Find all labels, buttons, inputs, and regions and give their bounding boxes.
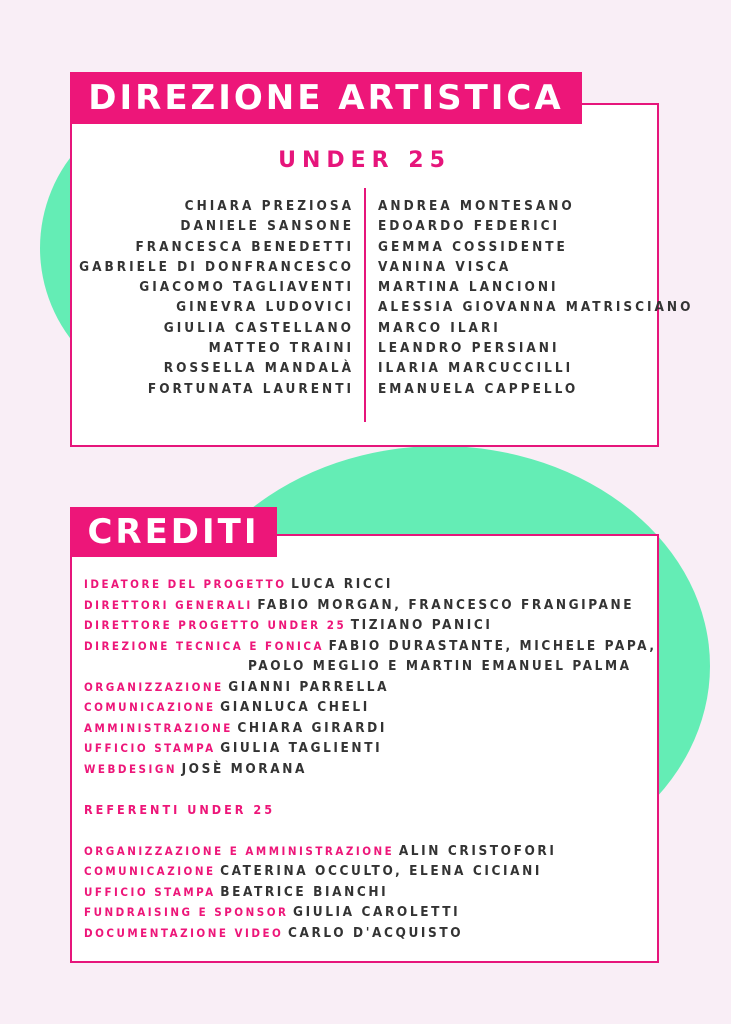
name-item: DANIELE SANSONE — [180, 218, 354, 235]
credit-names: CARLO D'ACQUISTO — [287, 924, 464, 941]
name-item: MATTEO TRAINI — [208, 340, 354, 357]
credit-line — [84, 717, 654, 738]
credit-names: GIANLUCA CHELI — [220, 699, 370, 715]
name-item: MARTINA LANCIONI — [378, 279, 559, 296]
credit-line-continuation — [84, 655, 654, 676]
artistic-direction-title: DIREZIONE ARTISTICA — [70, 72, 582, 124]
name-item: EMANUELA CAPPELLO — [378, 380, 579, 397]
credit-role: COMUNICAZIONE — [84, 700, 216, 714]
credit-line — [84, 901, 654, 922]
name-item: VANINA VISCA — [378, 258, 512, 275]
credit-line — [84, 676, 654, 697]
credit-line — [84, 594, 654, 615]
credit-line — [84, 573, 654, 594]
credit-line — [84, 635, 657, 656]
column-divider — [364, 188, 366, 422]
credit-role: UFFICIO STAMPA — [84, 741, 216, 755]
credit-role: FUNDRAISING E SPONSOR — [84, 905, 289, 919]
names-right-column — [378, 196, 693, 399]
referents-heading: REFERENTI UNDER 25 — [84, 802, 276, 817]
credit-line — [84, 696, 654, 717]
credit-line — [84, 614, 654, 635]
name-item: GIULIA CASTELLANO — [163, 319, 354, 336]
credit-role: IDEATORE DEL PROGETTO — [84, 577, 287, 591]
under25-heading: UNDER 25 — [278, 148, 451, 173]
credit-names: ALIN CRISTOFORI — [398, 842, 557, 859]
credit-role: UFFICIO STAMPA — [84, 884, 216, 899]
credit-line — [84, 840, 654, 861]
credit-role: WEBDESIGN — [84, 761, 177, 776]
credit-names: JOSÈ MORANA — [181, 760, 308, 777]
credit-names: CATERINA OCCULTO, ELENA CICIANI — [220, 863, 542, 879]
credit-line — [84, 922, 654, 943]
credit-names: GIULIA TAGLIENTI — [220, 740, 383, 756]
name-item: ANDREA MONTESANO — [378, 198, 575, 214]
name-item: ROSSELLA MANDALÀ — [163, 360, 354, 377]
name-item: CHIARA PREZIOSA — [184, 198, 354, 214]
credit-names: GIANNI PARRELLA — [228, 678, 390, 695]
credit-role: DIRETTORE PROGETTO UNDER 25 — [84, 618, 347, 632]
credit-names: FABIO MORGAN, FRANCESCO FRANGIPANE — [257, 596, 635, 613]
credit-line — [84, 881, 654, 902]
name-item: GINEVRA LUDOVICI — [176, 299, 354, 316]
credit-names: PAOLO MEGLIO E MARTIN EMANUEL PALMA — [248, 658, 632, 674]
credit-role: AMMINISTRAZIONE — [84, 720, 233, 735]
referents-heading-line — [84, 799, 654, 820]
name-item: GIACOMO TAGLIAVENTI — [139, 279, 354, 296]
name-item: GABRIELE DI DONFRANCESCO — [79, 258, 354, 275]
credit-names: CHIARA GIRARDI — [237, 719, 387, 736]
credit-role: DOCUMENTAZIONE VIDEO — [84, 925, 284, 940]
credit-role: COMUNICAZIONE — [84, 864, 216, 878]
credit-role: DIREZIONE TECNICA E FONICA — [84, 638, 325, 653]
name-item: FRANCESCA BENEDETTI — [135, 238, 354, 255]
spacer — [84, 778, 654, 799]
credit-names: TIZIANO PANICI — [350, 617, 493, 633]
credit-role: ORGANIZZAZIONE — [84, 679, 224, 694]
name-item: GEMMA COSSIDENTE — [378, 238, 568, 255]
name-item: FORTUNATA LAURENTI — [147, 380, 354, 397]
credit-names: FABIO DURASTANTE, MICHELE PAPA, — [328, 637, 657, 654]
name-item: ALESSIA GIOVANNA MATRISCIANO — [378, 299, 694, 316]
name-item: ILARIA MARCUCCILLI — [378, 360, 574, 377]
credits-title: CREDITI — [70, 507, 277, 557]
credit-names: BEATRICE BIANCHI — [220, 883, 389, 900]
credit-line — [84, 737, 654, 758]
credits-list — [84, 573, 657, 942]
name-item: EDOARDO FEDERICI — [378, 218, 561, 235]
spacer — [84, 820, 654, 840]
credit-names: GIULIA CAROLETTI — [293, 904, 461, 920]
credit-line — [84, 860, 654, 881]
credit-names: LUCA RICCI — [291, 576, 393, 592]
credit-role: DIRETTORI GENERALI — [84, 597, 253, 612]
name-item: MARCO ILARI — [378, 319, 501, 336]
name-item: LEANDRO PERSIANI — [378, 340, 560, 357]
credit-role: ORGANIZZAZIONE E AMMINISTRAZIONE — [84, 843, 395, 858]
names-left-column — [79, 196, 354, 399]
credit-line — [84, 758, 654, 779]
